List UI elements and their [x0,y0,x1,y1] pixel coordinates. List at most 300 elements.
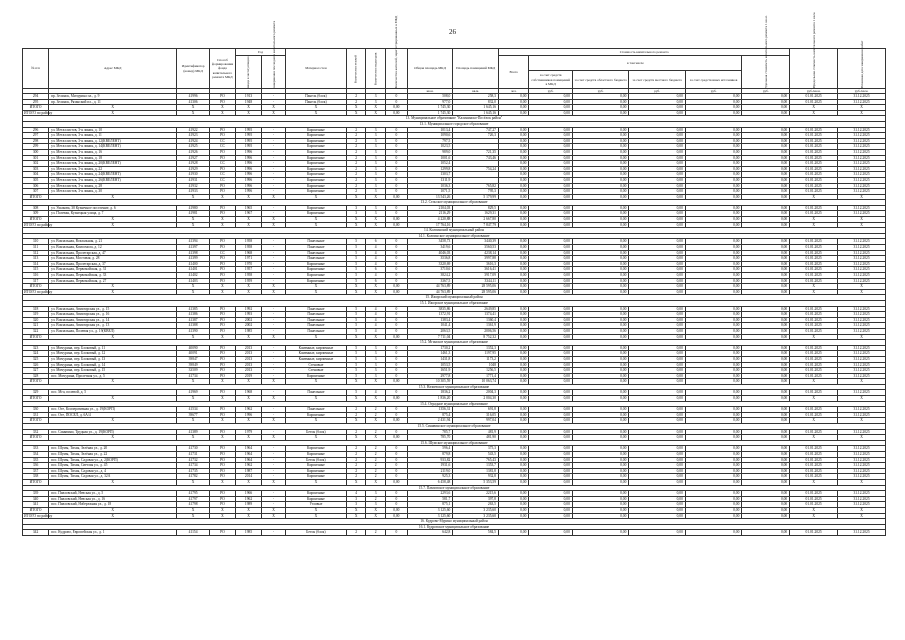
table-cell: 0,00 [572,99,629,105]
table-cell: 2215,6 [453,491,499,497]
table-cell: 340 [23,496,49,502]
table-cell: 0,00 [685,435,742,441]
table-cell: РО [209,323,235,329]
table-cell: Х [346,435,366,441]
table-cell: 0,00 [529,513,572,519]
table-cell: 0,00 [498,530,528,536]
table-cell: 0,00 [498,373,528,379]
table-cell: 01.01.2025 [790,452,838,458]
table-cell: РО [209,328,235,334]
table-cell: 0,00 [629,239,686,245]
table-cell: 310 [23,239,49,245]
table-cell: 41388 [177,323,210,329]
table-cell: 0,00 [685,345,742,351]
table-cell: 31.12.2025 [838,452,886,458]
table-cell: - [262,250,286,256]
table-cell: Х [346,105,366,111]
table-cell: 2 [346,127,366,133]
table-cell: Х [346,284,366,290]
table-cell: 0,00 [572,457,629,463]
table-cell: Х [838,435,886,441]
table-cell: 0,00 [742,177,790,183]
table-cell: Х [285,105,346,111]
table-cell: 0,00 [529,217,572,223]
table-cell: 0 [385,267,407,273]
table-cell: 1966 [235,491,261,497]
table-cell: 0,00 [629,110,686,116]
table-cell: СС [209,161,235,167]
table-cell: 41735 [177,468,210,474]
table-cell: 0 [385,502,407,508]
table-cell: 1256,5 [453,368,499,374]
table-cell: 0,00 [685,94,742,100]
table-cell: 31.12.2025 [838,94,886,100]
table-cell: пос. Шумы, Тихая, Садовая ул., д. 2(КОРП) [49,457,177,463]
table-cell: 01.01.2025 [790,474,838,480]
table-cell: 0 [385,345,407,351]
table-cell: 01.01.2025 [790,99,838,105]
table-cell: 0,00 [629,138,686,144]
table-cell: ИТОГО [23,194,49,200]
table-cell: 0,00 [685,99,742,105]
table-cell: пос. Синявино, Трудная ул., д. 19(КОРП) [49,429,177,435]
table-cell: 01.01.2025 [790,245,838,251]
table-cell: 0,00 [629,278,686,284]
table-cell: 0,00 [498,452,528,458]
table-cell: 01.01.2025 [790,133,838,139]
table-cell: 0,00 [742,273,790,279]
table-cell: 0,00 [685,323,742,329]
table-cell: 0,00 [529,351,572,357]
table-cell: 1 745,30 [407,110,453,116]
table-cell: 0,00 [498,418,528,424]
table-cell: 0,00 [529,457,572,463]
table-cell: ИТОГО [23,334,49,340]
table-cell: 0,00 [629,362,686,368]
table-cell: Х [209,479,235,485]
table-cell: 1771,4 [453,373,499,379]
table-cell: 3 [366,351,386,357]
table-cell: 0,00 [685,144,742,150]
table-cell: 0 [385,474,407,480]
table-cell: 01.01.2025 [790,390,838,396]
table-cell: Панельные [285,245,346,251]
table-cell: 0,00 [685,273,742,279]
table-cell: 1 745,30 [407,105,453,111]
table-cell: 0,00 [529,496,572,502]
table-cell: ул. Мичурина, пер. Блоковый, д. 12 [49,351,177,357]
table-cell: пос. Оте, ПОСЕЛ, д. 6А/4 [49,412,177,418]
table-cell: 3 235,60 [453,507,499,513]
section-title: 15.2. Мгинское муниципальное образование [23,340,886,346]
table-cell: 01.01.2025 [790,211,838,217]
table-cell: 3 [366,373,386,379]
table-cell: 0,00 [385,289,407,295]
table-cell: 341 [23,502,49,508]
table-cell: 0,00 [529,133,572,139]
table-cell: 0,00 [529,373,572,379]
table-cell: Кирпичные [285,446,346,452]
table-cell: 31.12.2025 [838,496,886,502]
table-cell: 785,7 [407,429,453,435]
table-cell: 2 [346,133,366,139]
table-cell: 322 [23,328,49,334]
table-cell: 0,00 [742,457,790,463]
table-cell: 0 [385,127,407,133]
table-cell: Кирпичные [285,373,346,379]
table-cell: Кирпичные [285,463,346,469]
table-cell: 0,00 [685,105,742,111]
table-cell: 997,04 [453,418,499,424]
table-cell: 41731 [177,452,210,458]
table-cell: 01.01.2025 [790,239,838,245]
table-cell: Х [346,110,366,116]
table-cell: пос. Павловский, Набережная ул., д. 18 [49,502,177,508]
table-cell: 3 [366,99,386,105]
table-cell: 0,00 [572,474,629,480]
table-cell: РО [209,412,235,418]
table-cell: 0,00 [572,278,629,284]
table-cell: 0,00 [629,373,686,379]
table-cell: 0,00 [498,502,528,508]
table-cell: 31.12.2025 [838,273,886,279]
col-plan-id: Идентификатор (номер) МКД [177,49,210,89]
table-cell: Х [177,194,210,200]
table-cell: Х [49,379,177,385]
table-cell: 0,00 [742,513,790,519]
table-cell: 3 [366,491,386,497]
table-cell: 0,00 [572,284,629,290]
table-cell: 2 [366,407,386,413]
table-cell: РО [209,278,235,284]
table-cell: Х [346,479,366,485]
table-cell: 0,00 [529,452,572,458]
table-cell: 933,82 [407,457,453,463]
table-cell: 2 004,30 [453,396,499,402]
table-cell: 1374,41 [453,312,499,318]
table-cell: Х [790,194,838,200]
table-cell: 0,00 [529,239,572,245]
table-cell: ул. Металлистов, 3-я линия, д. 16 [49,149,177,155]
table-cell: 0,00 [529,502,572,508]
table-cell: - [262,407,286,413]
table-cell: 0,00 [685,177,742,183]
table-cell: Панельные [285,250,346,256]
unit-cell: руб./кв.м. [790,89,838,94]
table-cell: СС [209,177,235,183]
table-cell: 0 [385,250,407,256]
table-cell: РО [209,99,235,105]
table-cell: 01.01.2025 [790,183,838,189]
table-cell: пр. Зелинск, Рязанский пл., д. 11 [49,99,177,105]
table-cell: Х [366,105,386,111]
col-num: № п/п [23,49,49,89]
table-cell: 0,00 [498,407,528,413]
table-cell: 01.01.2025 [790,457,838,463]
table-cell: 41924 [177,138,210,144]
table-cell: 2013 [235,351,261,357]
table-cell: - [262,245,286,251]
table-cell: Х [790,289,838,295]
table-cell: 0,00 [629,351,686,357]
table-cell: 4 [366,273,386,279]
table-cell: Каменные, кирпичные [285,345,346,351]
table-cell: 5 [346,273,366,279]
table-cell: 0,00 [742,362,790,368]
table-cell: 875,1 [407,502,453,508]
table-cell: 1995 [235,144,261,150]
table-cell: 0,00 [498,177,528,183]
table-cell: 5 [346,390,366,396]
table-cell: - [262,189,286,195]
table-cell: 2 [346,189,366,195]
table-cell: 3 [366,211,386,217]
table-cell: 01.01.2025 [790,412,838,418]
table-cell: 0,00 [498,133,528,139]
table-cell: РО [209,312,235,318]
table-cell: 305 [23,177,49,183]
table-cell: пос. Павловский, Невская ул., д. 16 [49,496,177,502]
table-cell: 0,00 [572,502,629,508]
table-cell: 44 763,89 [407,289,453,295]
table-cell: 2119,0 [407,468,453,474]
table-cell: 5 [346,351,366,357]
table-cell: 0,00 [742,217,790,223]
table-cell: 41154 [177,530,210,536]
table-cell: Х [177,479,210,485]
table-cell: 0,00 [498,317,528,323]
table-cell: 0,00 [629,205,686,211]
table-cell: 1996 [235,183,261,189]
table-cell: 1001,6 [407,155,453,161]
table-cell: 31.12.2025 [838,502,886,508]
table-cell: 2 [366,457,386,463]
table-cell: 41385 [177,306,210,312]
table-cell: 6 [366,278,386,284]
table-cell: 40090 [177,345,210,351]
table-cell: 0,00 [629,479,686,485]
table-cell: 0,00 [498,144,528,150]
table-cell: РО [209,205,235,211]
section-title: 16. Кудрово-Мурино муниципальный район [23,519,886,525]
table-cell: 1957 [235,267,261,273]
table-cell: СС [209,144,235,150]
table-cell: ул. Вокзальная, Пролетарская, д. 47 [49,250,177,256]
table-cell: Х [790,418,838,424]
table-cell: Х [209,110,235,116]
table-cell: 320 [23,317,49,323]
table-cell: 0,00 [685,457,742,463]
table-cell: 296 [23,127,49,133]
table-cell: ул. Вокзальная, Пролетарская, д. 37 [49,261,177,267]
table-cell: РО [209,362,235,368]
table-cell: - [262,149,286,155]
table-cell: 0,00 [685,245,742,251]
table-cell: Бетон (блок) [285,429,346,435]
table-cell: 3 [366,368,386,374]
table-cell: 0,00 [629,379,686,385]
table-cell: 0,00 [385,379,407,385]
table-cell: 0,00 [629,133,686,139]
table-cell: 3 [366,183,386,189]
table-cell: 31.12.2025 [838,177,886,183]
table-cell: 0 [385,368,407,374]
table-cell: 0,00 [529,166,572,172]
table-cell: 0,00 [629,312,686,318]
table-cell: 3344,11 [453,278,499,284]
table-cell: 0,00 [742,245,790,251]
table-cell: 2 [346,183,366,189]
table-cell: 0,00 [498,468,528,474]
table-cell: Каменные, кирпичные [285,356,346,362]
table-cell: 0,00 [529,289,572,295]
col-people: Количество жителей, зарегистрированных в МКД [385,49,407,89]
table-cell: 31.12.2025 [838,245,886,251]
table-cell: 0,00 [742,496,790,502]
table-cell: 0,00 [498,278,528,284]
table-cell: 31.12.2025 [838,312,886,318]
page-number: 26 [449,28,456,36]
table-cell: 312 [23,250,49,256]
table-cell: 375,3 [453,446,499,452]
table-cell: 01.01.2025 [790,166,838,172]
table-cell: Х [838,284,886,290]
table-cell: 2 [346,429,366,435]
table-cell: 0,00 [498,474,528,480]
table-cell: 0,00 [629,407,686,413]
table-cell: 0,00 [685,183,742,189]
table-cell: Х [49,217,177,223]
table-cell: 1048 [453,362,499,368]
table-cell: 0,00 [629,457,686,463]
table-cell: 0,00 [498,513,528,519]
table-cell: 4 [366,250,386,256]
table-cell: 01.01.2025 [790,530,838,536]
table-cell: 5 [346,245,366,251]
table-cell: 41925 [177,144,210,150]
table-cell: 0,00 [742,507,790,513]
table-cell: 1311,9 [407,177,453,183]
table-cell: 1053,5 [407,362,453,368]
table-cell: 41386 [177,312,210,318]
table-cell: 2293,6 [407,491,453,497]
table-cell: Х [262,479,286,485]
table-cell: 1381,8 [453,468,499,474]
table-cell: РО [209,356,235,362]
table-cell: Х [209,289,235,295]
table-cell: 0,00 [742,183,790,189]
table-cell: 0,00 [498,379,528,385]
table-cell: Х [177,289,210,295]
table-cell: Кирпичные [285,211,346,217]
table-cell: 6 [366,239,386,245]
table-cell: Х [49,110,177,116]
table-cell: 3536,8 [407,256,453,262]
table-cell: 0,00 [572,407,629,413]
table-cell: РО [209,189,235,195]
table-cell: - [262,491,286,497]
table-cell: 0,00 [742,99,790,105]
table-cell: 317 [23,278,49,284]
table-cell: 0,00 [629,463,686,469]
table-cell: 299 [23,144,49,150]
table-cell: 0 [385,99,407,105]
table-cell: 0,00 [629,446,686,452]
table-cell: 2 [346,161,366,167]
table-cell: 0,00 [685,373,742,379]
table-cell: Х [346,194,366,200]
table-cell: 0,00 [529,94,572,100]
table-cell: 2 [346,155,366,161]
table-cell: Х [235,507,261,513]
table-cell: 754,24 [453,166,499,172]
table-cell: 0,00 [629,144,686,150]
table-cell: 41398 [177,250,210,256]
table-cell: 41403 [177,278,210,284]
table-cell: 0,00 [572,194,629,200]
table-cell: 0,00 [742,474,790,480]
table-cell: 1958 [235,239,261,245]
table-cell: 316 [23,273,49,279]
table-cell: 5 [346,306,366,312]
table-cell: РО [209,452,235,458]
table-cell: 337 [23,468,49,474]
table-cell: 0,00 [629,345,686,351]
table-cell: 41390 [177,328,210,334]
table-cell: РО [209,474,235,480]
section-title: 15.5. Синявинское муниципальное образование [23,424,886,430]
table-cell: 31.12.2025 [838,99,886,105]
table-cell: 01.01.2025 [790,267,838,273]
table-cell: 0,00 [385,479,407,485]
table-cell: 3 [346,502,366,508]
table-cell: 5 [346,368,366,374]
table-cell: 01.01.2025 [790,256,838,262]
table-cell: 41931 [177,177,210,183]
table-cell: 295 [23,99,49,105]
table-cell: 0 [385,149,407,155]
table-cell: 0 [385,496,407,502]
table-cell: 2002 [235,317,261,323]
table-cell: Х [366,217,386,223]
table-cell: 0,00 [529,127,572,133]
table-cell: Х [366,507,386,513]
table-cell: Х [838,289,886,295]
table-cell: 5 [346,239,366,245]
table-cell: 0,00 [629,468,686,474]
table-cell: Х [177,284,210,290]
table-cell: 0,00 [498,273,528,279]
table-cell: 39849 [177,362,210,368]
table-cell: Панельные [285,256,346,262]
table-cell: - [262,205,286,211]
table-cell: Х [285,418,346,424]
table-cell: 0 [385,306,407,312]
table-cell: 31.12.2025 [838,407,886,413]
col-cost-owners: за счет средств собственников помещений в МКД [529,71,572,89]
table-cell: 41929 [177,166,210,172]
table-cell: 41969 [177,390,210,396]
table-cell: 4 220,88 [407,217,453,223]
table-cell: РО [209,211,235,217]
table-cell: - [262,474,286,480]
table-cell: - [262,502,286,508]
table-cell: пос. Кудрово, Европейская ул., д. 1 [49,530,177,536]
table-cell: Кирпичные [285,468,346,474]
table-cell: 0,00 [572,396,629,402]
table-cell: РО [209,530,235,536]
table-cell: 41782 [177,474,210,480]
